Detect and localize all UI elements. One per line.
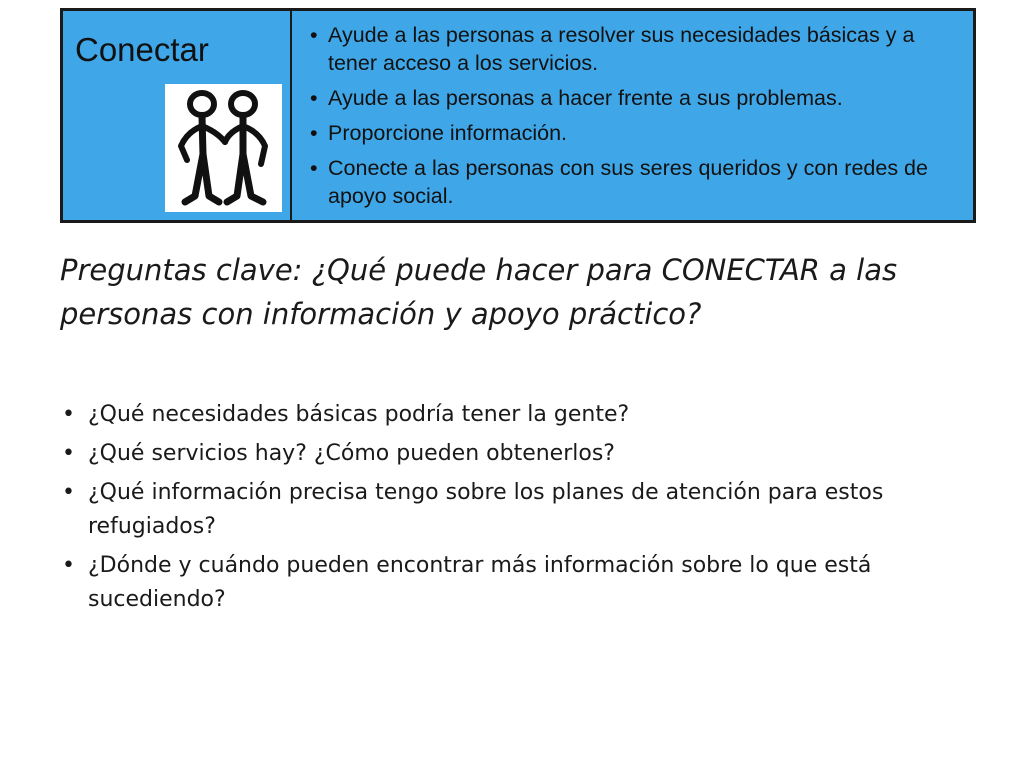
list-item: • ¿Qué servicios hay? ¿Cómo pueden obtenerlos? [60,437,970,471]
list-item: • Conecte a las personas con sus seres queridos y con redes de apoyo social. [306,154,957,210]
list-item: • ¿Qué necesidades básicas podría tener la gente? [60,398,970,432]
connect-actions-list [306,21,957,210]
list-item: • ¿Qué información precisa tengo sobre los planes de atención para estos refugiados? [60,476,970,544]
connect-actions-cell [292,11,973,220]
list-item: • Proporcione información. [306,119,957,147]
two-people-icon [165,84,282,212]
key-questions-heading: Preguntas clave: ¿Qué puede hacer para CONECTAR a las personas con información y apoyo práctico? [60,253,898,331]
list-item: • Ayude a las personas a hacer frente a sus problemas. [306,84,957,112]
questions-list [60,398,970,622]
list-item: • Ayude a las personas a resolver sus necesidades básicas y a tener acceso a los servicios. [306,21,957,77]
connect-title: Conectar [75,31,209,68]
list-item: • ¿Dónde y cuándo pueden encontrar más información sobre lo que está sucediendo? [60,549,970,617]
connect-title-cell [63,11,292,220]
connect-table [60,8,976,223]
